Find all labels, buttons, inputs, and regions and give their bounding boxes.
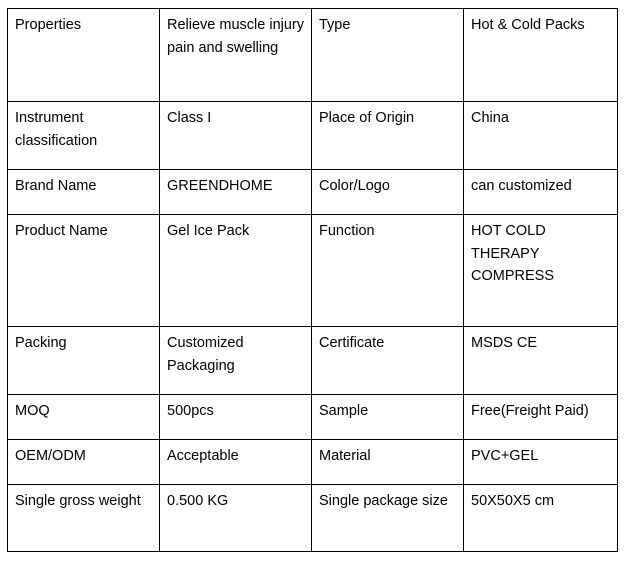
table-cell-value: 500pcs [160,395,312,440]
table-cell-value: Customized Packaging [160,327,312,395]
table-row [8,485,618,552]
table-cell-label: Single package size [312,485,464,552]
table-cell-label: Place of Origin [312,102,464,170]
table-cell-label: Certificate [312,327,464,395]
table-row [8,102,618,170]
table-cell-value: Hot & Cold Packs [464,9,618,102]
table-cell-value: 50X50X5 cm [464,485,618,552]
table-cell-value: Relieve muscle injury pain and swelling [160,9,312,102]
table-cell-value: GREENDHOME [160,170,312,215]
table-cell-label: Product Name [8,215,160,327]
table-cell-label: Material [312,440,464,485]
table-row [8,170,618,215]
table-row [8,395,618,440]
table-cell-value: China [464,102,618,170]
table-cell-value: PVC+GEL [464,440,618,485]
table-cell-label: Brand Name [8,170,160,215]
table-row [8,327,618,395]
table-cell-label: MOQ [8,395,160,440]
table-cell-value: Class I [160,102,312,170]
table-cell-label: Instrument classification [8,102,160,170]
table-cell-value: Acceptable [160,440,312,485]
table-cell-value: 0.500 KG [160,485,312,552]
table-cell-label: Function [312,215,464,327]
table-cell-label: Color/Logo [312,170,464,215]
table-cell-value: Free(Freight Paid) [464,395,618,440]
table-cell-label: Single gross weight [8,485,160,552]
table-row [8,440,618,485]
table-cell-value: HOT COLD THERAPY COMPRESS [464,215,618,327]
table-cell-value: MSDS CE [464,327,618,395]
table-cell-value: can customized [464,170,618,215]
table-cell-label: Properties [8,9,160,102]
table-cell-label: OEM/ODM [8,440,160,485]
table-cell-value: Gel Ice Pack [160,215,312,327]
table-row [8,9,618,102]
table-cell-label: Type [312,9,464,102]
table-row [8,215,618,327]
table-cell-label: Packing [8,327,160,395]
table-cell-label: Sample [312,395,464,440]
product-spec-table [7,8,618,552]
